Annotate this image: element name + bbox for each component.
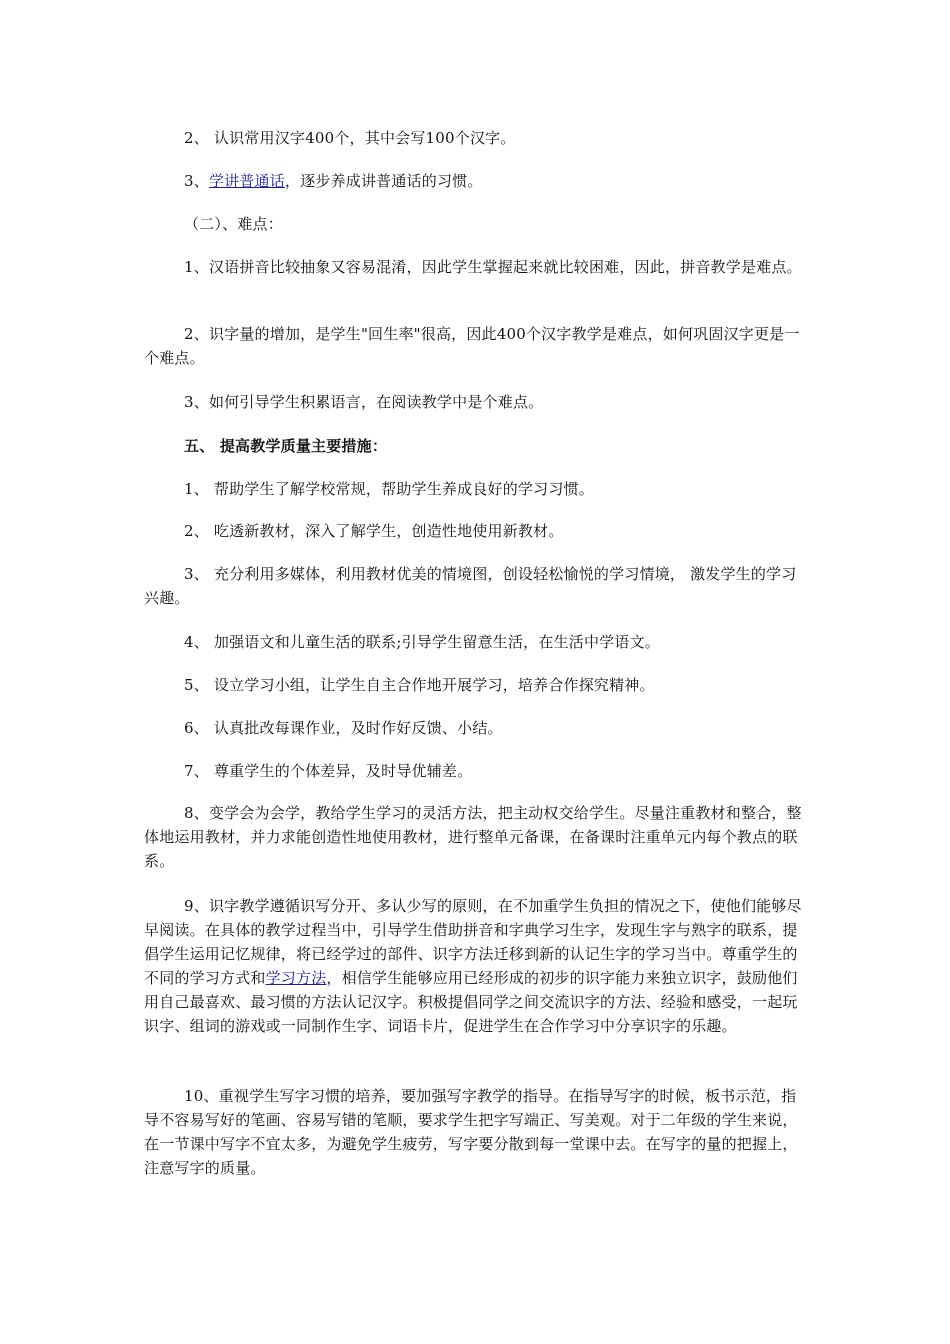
measure-4: 4、 加强语文和儿童生活的联系;引导学生留意生活，在生活中学语文。 — [184, 633, 660, 651]
measure-8: 8、变学会为会学，教给学生学习的灵活方法，把主动权交给学生。尽量注重教材和整合，整体地运用教材，并力求能创造性地使用教材，进行整单元备课，在备课时注重单元内每个教点的联系。 — [144, 804, 802, 870]
measure-6: 6、 认真批改每课作业，及时作好反馈、小结。 — [184, 719, 503, 737]
paragraph-goal-2: 2、 认识常用汉字400个，其中会写100个汉字。 — [184, 129, 516, 147]
measure-2: 2、 吃透新教材，深入了解学生，创造性地使用新教材。 — [184, 522, 564, 540]
measure-1: 1、 帮助学生了解学校常规，帮助学生养成良好的学习习惯。 — [184, 480, 594, 498]
measure-5: 5、 设立学习小组，让学生自主合作地开展学习，培养合作探究精神。 — [184, 676, 655, 694]
measure-9 — [144, 894, 810, 1038]
measure-9-text-a: 9、识字教学遵循识写分开、多认少写的原则，在不加重学生负担的情况之下，使他们能够尽早阅读。在具体的教学过程当中，引导学生借助拼音和字典学习生字，发现生字与熟字的联系，提倡学生运用记忆规律，将已经学过的部件、识字方法迁移到新的认记生字的学习当中。尊重学生的不同的学习方式和 — [144, 897, 802, 987]
difficulty-2: 2、识字量的增加，是学生"回生率"很高，因此400个汉字教学是难点，如何巩固汉字更是一个难点。 — [144, 325, 800, 367]
putonghua-link[interactable]: 学讲普通话 — [208, 172, 285, 190]
difficulties-heading: （二）、难点： — [184, 215, 283, 233]
measure-3: 3、 充分利用多媒体，利用教材优美的情境图，创设轻松愉悦的学习情境， 激发学生的学习兴趣。 — [144, 565, 797, 607]
measures-heading: 五、 提高教学质量主要措施： — [184, 437, 388, 455]
measure-10: 10、重视学生写字习惯的培养，要加强写字教学的指导。在指导写字的时候，板书示范，指导不容易写好的笔画、容易写错的笔顺，要求学生把字写端正、写美观。对于二年级的学生来说，在一节课中写字不宜太多，为避免学生疲劳，写字要分散到每一堂课中去。在写字的量的把握上，注意写字的质量。 — [144, 1087, 798, 1177]
paragraph-goal-3 — [144, 169, 810, 193]
study-methods-link[interactable]: 学习方法 — [265, 969, 327, 987]
paragraph-goal-3-suffix: ，逐步养成讲普通话的习惯。 — [284, 172, 483, 190]
measure-9-text-b: ，相信学生能够应用已经形成的初步的识字能力来独立识字，鼓励他们用自己最喜欢、最习惯的方法认记汉字。积极提倡同学之间交流识字的方法、经验和感受，一起玩识字、组词的游戏或一同制作生字、词语卡片，促进学生在合作学习中分享识字的乐趣。 — [144, 969, 798, 1035]
difficulty-1: 1、汉语拼音比较抽象又容易混淆，因此学生掌握起来就比较困难，因此，拼音教学是难点。 — [184, 258, 802, 276]
difficulty-3: 3、如何引导学生积累语言，在阅读教学中是个难点。 — [184, 393, 544, 411]
measure-7: 7、 尊重学生的个体差异，及时导优辅差。 — [184, 762, 473, 780]
paragraph-goal-3-prefix: 3、 — [184, 172, 209, 190]
